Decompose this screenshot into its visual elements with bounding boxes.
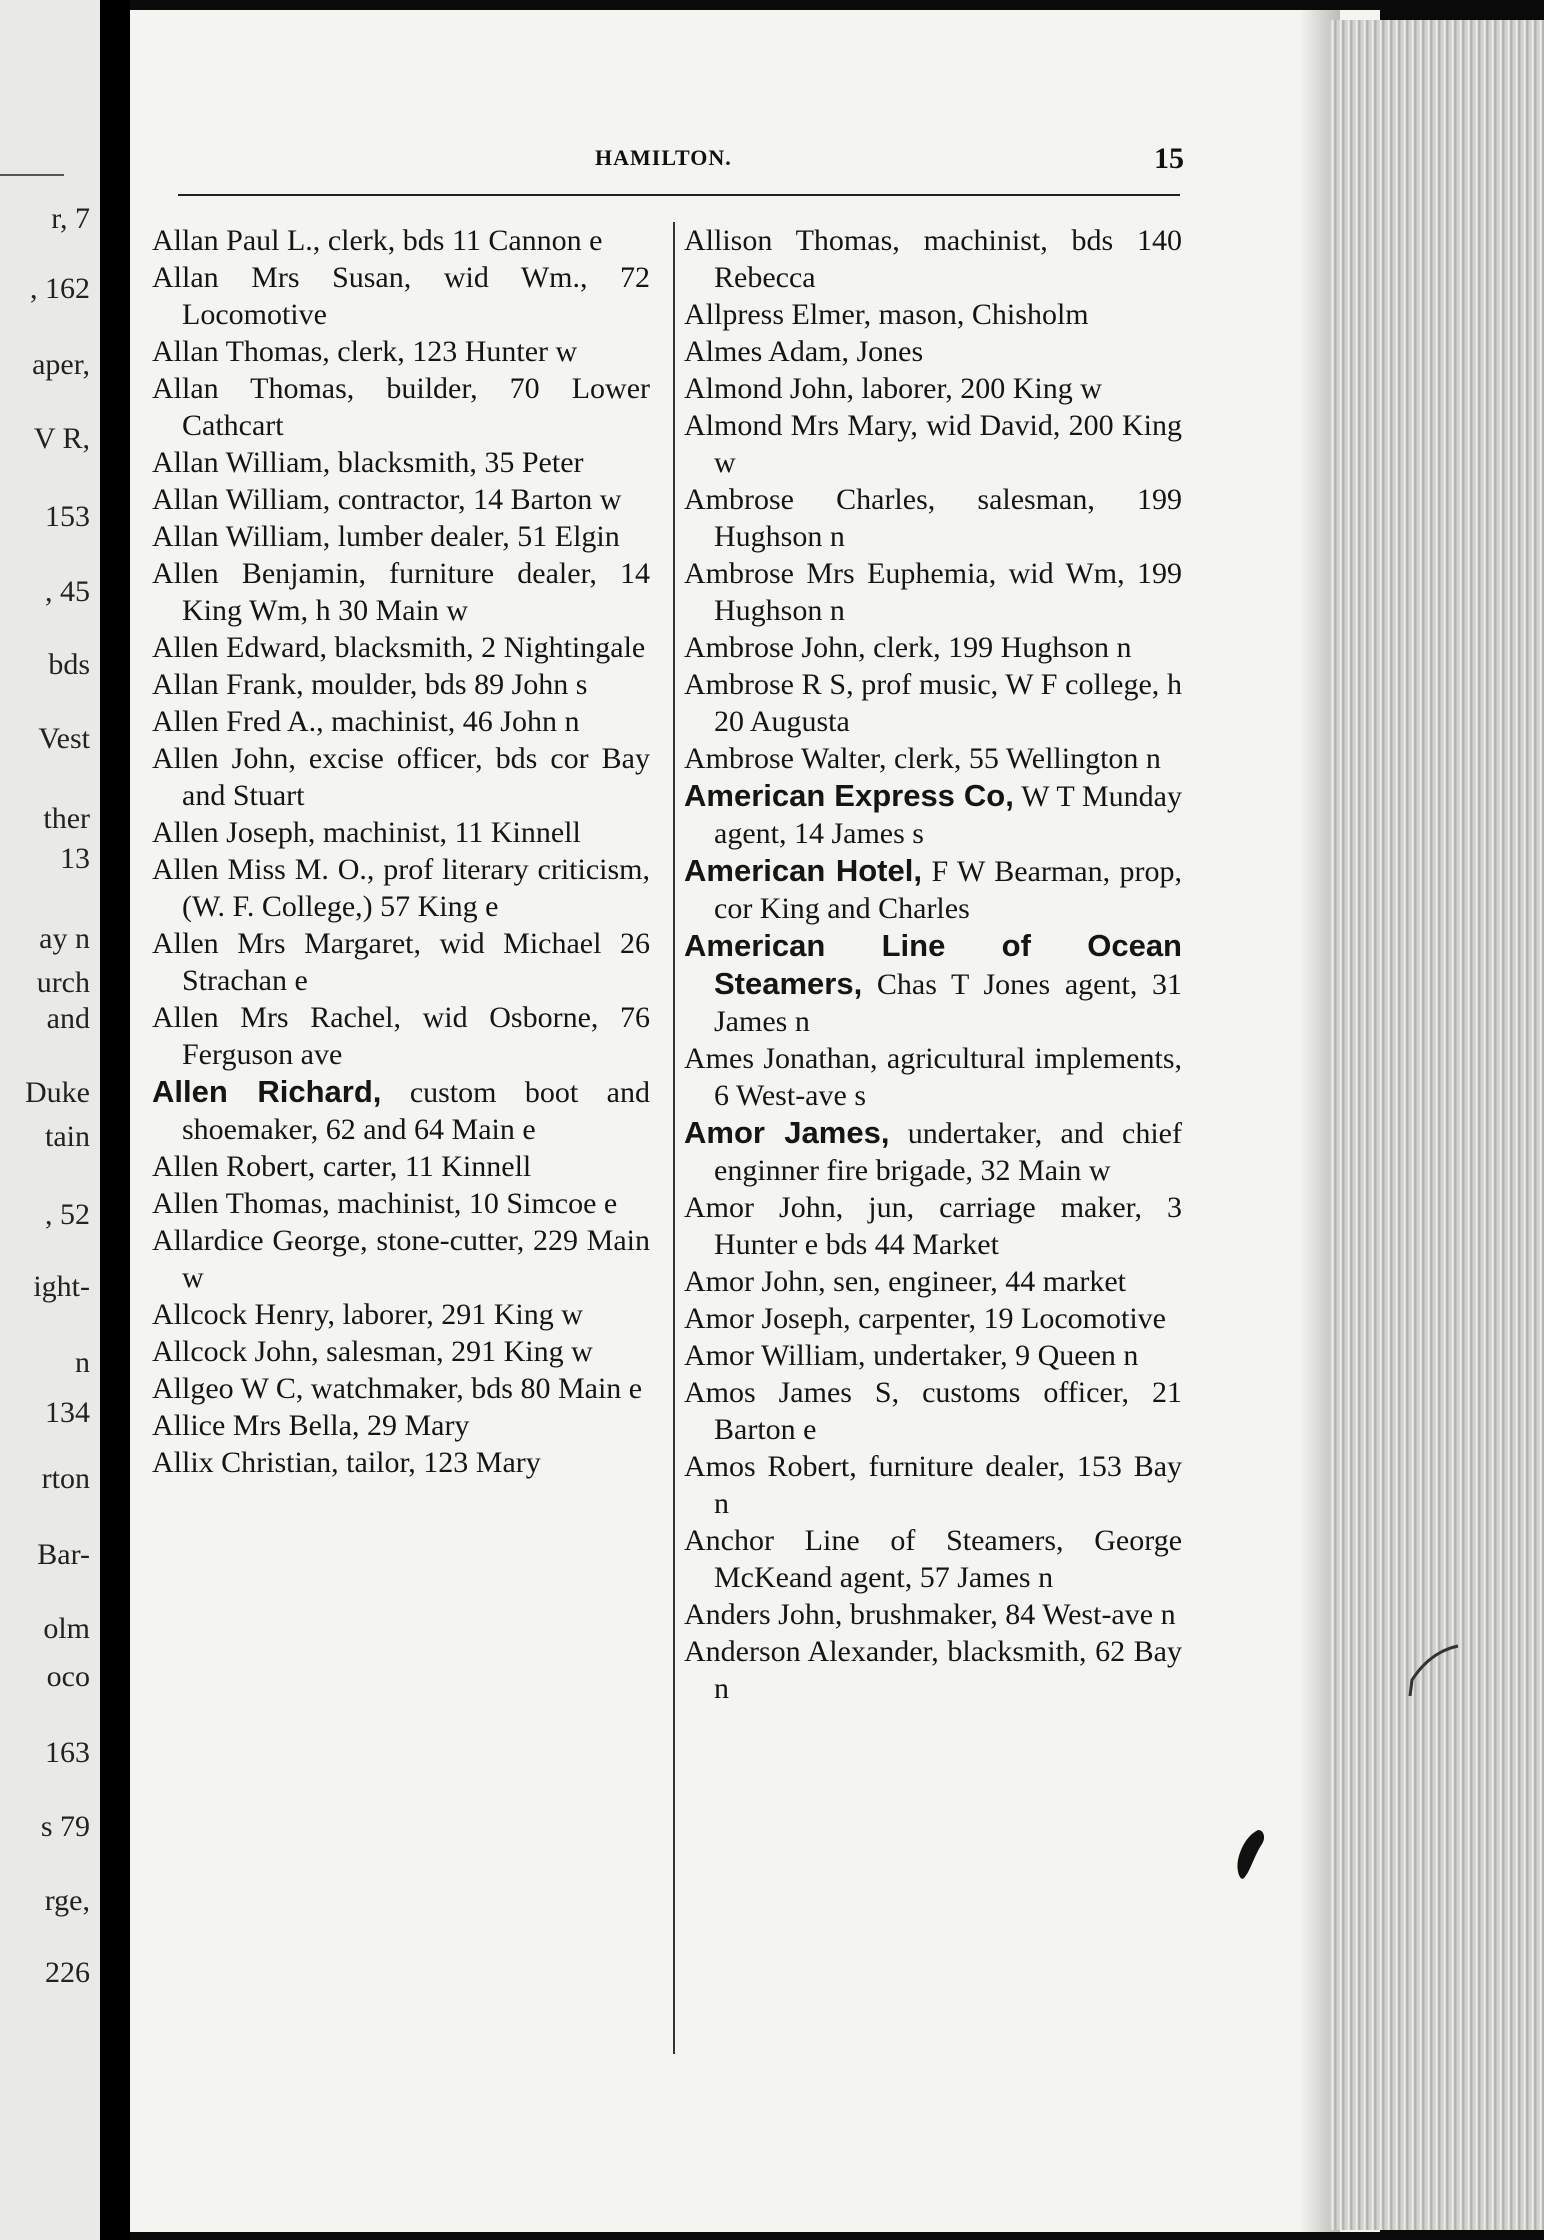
entry-name: Anderson Alexander, — [684, 1635, 939, 1668]
entry-name: Allan William, — [152, 446, 331, 479]
page-number: 15 — [1154, 142, 1184, 175]
entry-details: clerk, 199 Hughson n — [873, 631, 1132, 664]
entry-details: salesman, 291 King w — [326, 1335, 593, 1368]
directory-entry — [152, 259, 650, 333]
directory-entry — [684, 1596, 1182, 1633]
entry-name: Ames Jonathan, — [684, 1042, 878, 1075]
directory-entry — [684, 1448, 1182, 1522]
entry-name: Almond John, — [684, 372, 855, 405]
entry-name: Allen Miss M. O., — [152, 853, 375, 886]
entry-details: Chas T Jones agent, 31 James n — [714, 968, 1183, 1038]
directory-entry — [152, 481, 650, 518]
directory-entry — [152, 444, 650, 481]
entry-name: Amor John, sen, — [684, 1265, 881, 1298]
entry-details: lumber dealer, 51 Elgin — [337, 520, 620, 553]
directory-entry — [684, 740, 1182, 777]
directory-entry — [684, 629, 1182, 666]
entry-name: Allix Christian, — [152, 1446, 339, 1479]
entry-details: prof music, W F college, h 20 Augusta — [714, 668, 1182, 738]
previous-page-fragment: rge, — [44, 1884, 90, 1917]
entry-name: Allpress Elmer, — [684, 298, 872, 331]
entry-details: salesman, 199 Hughson n — [714, 483, 1183, 553]
entry-name: Allen Edward, — [152, 631, 327, 664]
entry-name: American Line of Ocean Steamers, — [684, 928, 1182, 1001]
previous-page-fragment: urch — [36, 966, 90, 999]
entry-name: Allcock Henry, — [152, 1298, 335, 1331]
entry-details: prof literary criticism, (W. F. College,) 57 King e — [182, 853, 650, 923]
entry-details: furniture dealer, 153 Bay n — [714, 1450, 1183, 1520]
directory-entry — [152, 1370, 650, 1407]
entry-details: mason, Chisholm — [878, 298, 1089, 331]
previous-page-fragment: Duke — [25, 1076, 90, 1109]
previous-page-fragment: ther — [43, 802, 90, 835]
directory-entry — [152, 925, 650, 999]
entry-name: Allice Mrs Bella, — [152, 1409, 360, 1442]
entry-details: blacksmith, 62 Bay n — [714, 1635, 1182, 1705]
entry-details: contractor, 14 Barton w — [337, 483, 622, 516]
previous-page-rule — [0, 174, 64, 176]
entry-name: Anders John, — [684, 1598, 843, 1631]
previous-page-fragment: , 162 — [30, 272, 90, 305]
entry-name: Allan Thomas, — [152, 335, 330, 368]
entry-details: custom boot and shoemaker, 62 and 64 Main e — [182, 1076, 650, 1146]
entry-details: carriage maker, 3 Hunter e bds 44 Market — [714, 1191, 1182, 1261]
entry-name: American Express Co, — [684, 778, 1014, 813]
entry-details: W T Munday agent, 14 James s — [714, 780, 1182, 850]
margin-pencil-mark — [1400, 1640, 1460, 1700]
directory-entry — [684, 555, 1182, 629]
previous-page-fragment: , 45 — [45, 575, 90, 608]
directory-entry — [152, 1148, 650, 1185]
header-rule — [178, 194, 1180, 196]
column-divider — [673, 222, 675, 2054]
directory-entry — [152, 814, 650, 851]
entry-name: Allgeo W C, — [152, 1372, 304, 1405]
directory-entry — [152, 1444, 650, 1481]
entry-name: Allen Robert, — [152, 1150, 316, 1183]
entry-details: stone-cutter, 229 Main w — [182, 1224, 650, 1294]
entry-name: Almes Adam, — [684, 335, 849, 368]
entry-name: Amor William, — [684, 1339, 866, 1372]
entry-details: laborer, 291 King w — [342, 1298, 583, 1331]
previous-page-fragment: olm — [43, 1612, 90, 1645]
directory-entry-bold — [684, 927, 1182, 1040]
previous-page-fragment: Bar- — [37, 1538, 90, 1571]
previous-page-fragment: bds — [48, 648, 90, 681]
entry-details: tailor, 123 Mary — [346, 1446, 541, 1479]
running-head: HAMILTON. — [595, 145, 732, 170]
previous-page-fragment: n — [75, 1346, 90, 1379]
entry-details: blacksmith, 2 Nightingale — [334, 631, 646, 664]
entry-name: Allen Mrs Rachel, — [152, 1001, 402, 1034]
entry-name: Anchor Line of Steamers, — [684, 1524, 1064, 1557]
entry-name: Allan Thomas, — [152, 372, 355, 405]
entry-name: Amor John, jun, — [684, 1191, 915, 1224]
directory-entry — [684, 1300, 1182, 1337]
directory-entry — [684, 1633, 1182, 1707]
entry-details: F W Bearman, prop, cor King and Charles — [714, 855, 1183, 925]
directory-entry — [684, 1337, 1182, 1374]
entry-name: Allan William, — [152, 520, 331, 553]
entry-details: wid Michael 26 Strachan e — [182, 927, 650, 997]
entry-details: wid Wm, 199 Hughson n — [714, 557, 1183, 627]
directory-entry — [684, 1040, 1182, 1114]
previous-page-fragment: ay n — [39, 922, 90, 955]
directory-entry — [152, 666, 650, 703]
entry-name: Allen John, — [152, 742, 296, 775]
directory-entry — [152, 370, 650, 444]
entry-name: Ambrose John, — [684, 631, 866, 664]
previous-page-fragment: r, 7 — [51, 202, 90, 235]
entry-details: machinist, bds 140 Rebecca — [714, 224, 1183, 294]
entry-details: engineer, 44 market — [888, 1265, 1127, 1298]
entry-name: Allan Mrs Susan, — [152, 261, 412, 294]
entry-name: Ambrose Charles, — [684, 483, 936, 516]
entry-details: clerk, 55 Wellington n — [893, 742, 1161, 775]
entry-name: Amos Robert, — [684, 1450, 857, 1483]
directory-entry — [152, 1333, 650, 1370]
previous-page-fragment: oco — [46, 1660, 90, 1693]
entry-details: Jones — [856, 335, 924, 368]
previous-page-fragment: Vest — [38, 722, 90, 755]
previous-page-fragment: ight- — [33, 1270, 90, 1303]
entry-details: George McKeand agent, 57 James n — [714, 1524, 1183, 1594]
directory-entry — [152, 740, 650, 814]
entry-name: Allison Thomas, — [684, 224, 900, 257]
entry-name: Allan Frank, — [152, 668, 304, 701]
directory-entry — [152, 555, 650, 629]
entry-name: Allen Fred A., — [152, 705, 324, 738]
entry-name: Allen Richard, — [152, 1074, 382, 1109]
entry-details: machinist, 10 Simcoe e — [337, 1187, 618, 1220]
directory-entry — [152, 222, 650, 259]
previous-page-fragment: 226 — [45, 1956, 90, 1989]
directory-entry — [684, 481, 1182, 555]
previous-page-fragment: , 52 — [45, 1198, 90, 1231]
entry-details: wid David, 200 King w — [714, 409, 1182, 479]
directory-entry — [684, 333, 1182, 370]
entry-details: 29 Mary — [366, 1409, 470, 1442]
directory-entry — [684, 1374, 1182, 1448]
directory-entry — [152, 1407, 650, 1444]
entry-details: clerk, bds 11 Cannon e — [327, 224, 603, 257]
entry-details: machinist, 46 John n — [331, 705, 580, 738]
entry-name: Allen Benjamin, — [152, 557, 366, 590]
entry-name: Ambrose R S, — [684, 668, 854, 701]
directory-entry — [152, 1185, 650, 1222]
entry-name: Amor Joseph, — [684, 1302, 851, 1335]
entry-name: Allan Paul L., — [152, 224, 321, 257]
left-column — [152, 222, 650, 1481]
previous-page-fragment: s 79 — [40, 1810, 90, 1843]
directory-entry — [684, 296, 1182, 333]
directory-entry — [684, 407, 1182, 481]
directory-entry — [152, 629, 650, 666]
entry-name: Allcock John, — [152, 1335, 319, 1368]
directory-entry — [684, 1263, 1182, 1300]
entry-details: excise officer, bds cor Bay and Stuart — [182, 742, 650, 812]
previous-page-fragment: rton — [41, 1462, 90, 1495]
directory-entry — [152, 1296, 650, 1333]
entry-name: Amos James S, — [684, 1376, 900, 1409]
entry-details: blacksmith, 35 Peter — [337, 446, 584, 479]
entry-name: Allen Joseph, — [152, 816, 316, 849]
entry-details: wid Wm., 72 Locomotive — [182, 261, 651, 331]
entry-details: machinist, 11 Kinnell — [322, 816, 581, 849]
previous-page-edge — [0, 0, 100, 2240]
entry-name: Ambrose Mrs Euphemia, — [684, 557, 997, 590]
entry-name: Amor James, — [684, 1115, 890, 1150]
entry-details: undertaker, and chief enginner fire brigade, 32 Main w — [714, 1117, 1182, 1187]
entry-details: laborer, 200 King w — [861, 372, 1102, 405]
page-stack-edge — [1330, 20, 1544, 2230]
directory-entry — [152, 851, 650, 925]
entry-details: undertaker, 9 Queen n — [873, 1339, 1139, 1372]
directory-entry — [684, 666, 1182, 740]
previous-page-fragment: 163 — [45, 1736, 90, 1769]
previous-page-fragment: 13 — [60, 842, 90, 875]
entry-details: moulder, bds 89 John s — [311, 668, 588, 701]
entry-details: carpenter, 19 Locomotive — [858, 1302, 1166, 1335]
directory-entry — [152, 703, 650, 740]
entry-details: builder, 70 Lower Cathcart — [182, 372, 651, 442]
entry-details: agricultural implements, 6 West-ave s — [714, 1042, 1183, 1112]
entry-details: watchmaker, bds 80 Main e — [310, 1372, 643, 1405]
entry-details: carter, 11 Kinnell — [322, 1150, 532, 1183]
previous-page-fragment: 153 — [45, 500, 90, 533]
previous-page-fragment: aper, — [32, 348, 90, 381]
entry-name: American Hotel, — [684, 853, 922, 888]
previous-page-fragment: 134 — [45, 1396, 90, 1429]
directory-entry-bold — [684, 777, 1182, 852]
directory-entry — [152, 999, 650, 1073]
entry-details: furniture dealer, 14 King Wm, h 30 Main w — [182, 557, 651, 627]
entry-name: Almond Mrs Mary, — [684, 409, 918, 442]
entry-name: Allardice George, — [152, 1224, 368, 1257]
entry-name: Allan William, — [152, 483, 331, 516]
directory-entry — [684, 1522, 1182, 1596]
ink-blot — [1232, 1826, 1268, 1886]
entry-details: wid Osborne, 76 Ferguson ave — [182, 1001, 651, 1071]
entry-name: Allen Mrs Margaret, — [152, 927, 422, 960]
previous-page-fragment: and — [46, 1002, 90, 1035]
entry-name: Allen Thomas, — [152, 1187, 330, 1220]
directory-entry-bold — [684, 1114, 1182, 1189]
entry-name: Ambrose Walter, — [684, 742, 887, 775]
directory-entry-bold — [152, 1073, 650, 1148]
directory-entry — [684, 1189, 1182, 1263]
previous-page-fragment: tain — [45, 1120, 90, 1153]
directory-entry — [152, 518, 650, 555]
directory-entry-bold — [684, 852, 1182, 927]
entry-details: brushmaker, 84 West-ave n — [849, 1598, 1176, 1631]
directory-entry — [684, 370, 1182, 407]
directory-entry — [152, 1222, 650, 1296]
entry-details: customs officer, 21 Barton e — [714, 1376, 1183, 1446]
right-column — [684, 222, 1182, 1707]
entry-details: clerk, 123 Hunter w — [337, 335, 578, 368]
directory-entry — [152, 333, 650, 370]
previous-page-fragment: V R, — [33, 422, 90, 455]
book-gutter — [100, 0, 130, 2240]
directory-entry — [684, 222, 1182, 296]
